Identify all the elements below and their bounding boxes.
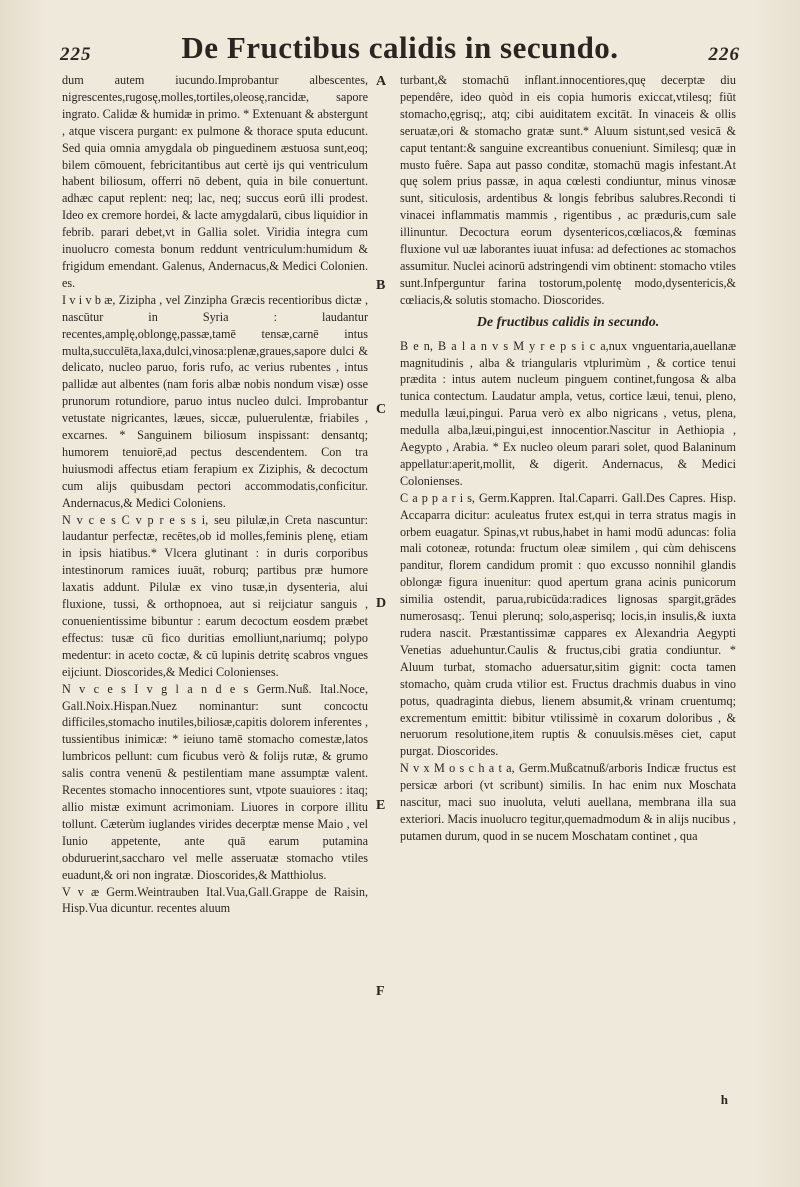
- margin-letter-f: F: [376, 984, 385, 999]
- running-title: De Fructibus calidis in secundo.: [181, 30, 619, 65]
- paragraph-vuae: V v æ Germ.Weintrauben Ital.Vua,Gall.Grappe de Raisin, Hisp.Vua dicuntur. recentes aluum: [62, 884, 368, 916]
- paragraph-nuces-iuglandes: N v c e s I v g l a n d e s Germ.Nuß. Ital.Noce, Gall.Noix.Hispan.Nuez nominantur: sunt concoctu difficiles,stomacho inutiles,biliosæ,capitis dolorem inferentes , tussientibus inimicæ: * ieiuno tamē stomacho comestæ,latos lumbricos pellunt: cum ficubus verò & folijs rutæ, & grumo salis contra venenū & pestilentiam mane assumptæ valent. Recentes stomacho innocentiores sunt, vtpote suauiores : itaq; allio mistæ eximunt acrimoniam. Liuores in corpore illitu tollunt. Cæterùm iuglandes virides decerptæ mense Maio , vel Iunio appetente, ante quā earum putamina obduruerint,saccharo vel melle asseruatæ stomacho vtiles euadunt,& ori non ingratæ. Dioscorides,& Matthiolus.: [62, 681, 368, 882]
- margin-letter-d: D: [376, 596, 387, 611]
- page-number-right: 226: [708, 44, 740, 65]
- paragraph-nux-moschata: N v x M o s c h a t a, Germ.Mußcatnuß/arboris Indicæ fructus est persicæ arbori (vt scribunt) similis. In hac enim nux Moschata nascitur, maci suo inuoluta, veluti auellana, membrana illa sua exteriori. Macis inuolucro tegitur,quemadmodum & in alijs nucibus , putamen durum, quod in se nucem Moschatam continet , qua: [400, 761, 736, 843]
- margin-letter-e: E: [376, 798, 386, 813]
- paragraph-amygdala: dum autem iucundo.Improbantur albescentes, nigrescentes,rugosę,molles,tortiles,oleosę,rancidæ, sapore ingrato. Calidæ & humidæ in primo. * Extenuant & abstergunt , atque viscera purgant: ex pulmone & thorace sputa educunt. Sed quia omnia amygdala ob pinguedinem æstuosa sunt,eoq; bilem cōmouent, febricitantibus aut certè ijs qui ventriculum habent biliosum, offerri nō debent, quia in bile conuertunt. adhæc caput replent: neq; lac, neq; succus eorū illi prodest. Ideo ex cremore hordei, & lacte amygdalarū, cibus liquidior in febrib. parari debet,vt in Gallia solet. Viridia integra cum inuolucro comesta bonum reddunt ventriculum:humidum & frigidum emendant. Galenus, Andernacus,& Medici Colonien. es.: [62, 73, 368, 290]
- margin-letter-b: B: [376, 278, 386, 293]
- page-number-left: 225: [60, 44, 92, 65]
- right-column: [400, 72, 736, 1112]
- paragraph-uvae-cont: turbant,& stomachū inflant.innocentiores,quę decerptæ diu pependêre, ideo quòd in eis copia humoris exiccat,vtilesq; fiūt stomacho,ęgrisq;, atq; cibi auiditatem excitāt. In vinaceis & ollis seruatæ,ori & stomacho gratæ sunt.* Aluum sistunt,sed vesicā & caput tentant:& sanguine excreantibus conueniunt. Similesq; quæ in musto fuêre. Sapa aut passo conditæ, stomachū magis infestant.At quę solem prius passæ, in aqua cœlesti condiuntur, minus vinosæ sunt, siticulosis, ardentibus & longis febribus salubres.Recondi ti vinacei inflammatis mammis , rigentibus , ac præduris,cum sale illinuntur. Decoctura eorum dysentericos,cœliacos,& fœminas fluxione vul uæ laborantes iuuat infusa: ad defectiones ac stomachos assumitur. Nuclei acinorū adstringendi vim obtinent: stomacho vtiles sunt.Infperguntur farina tostorum,polentę modo,dysentericis,& cœliacis,& solutis stomacho. Dioscorides.: [400, 73, 736, 307]
- paragraph-ben: B e n, B a l a n v s M y r e p s i c a,nux vnguentaria,auellanæ magnitudinis , alba & triangularis vtplurimùm , & cortice tenui prædita : intus autem nucleum pinguem continet,fungosa & alba tunica contectum. Laudatur ampla, vetus, cortice læui, tenui, pleno, medulla læui,pingui. Parua verò ex albo nigricans , vetus, plena, medulla alba,læui,pingui,est innocentior.Nascitur in Aethiopia , Aegypto , Arabia. * Ex nucleo oleum parari solet, quod Balaninum appellatur:aperit,mollit, & digerit. Andernacus, & Medici Colonienses.: [400, 338, 736, 488]
- paragraph-nuces-cupressi: N v c e s C v p r e s s i, seu pilulæ,in Creta nascuntur: laudantur perfectæ, recētes,ob id molles,feminis plenę, etiam in ipsis hiatibus.* Vlcera glutinant : in duris corporibus intestinorum ramices iuuāt, roburq; partibus præ humore laxatis addunt. Pilulæ ex vino tusæ,in dysenteria, alui fluxione, tussi, & orthopnoea, aut si reijciatur sanguis , conuenientissime bibuntur : earum decoctum eosdem præbet effectus: tusæ cū fico duritias emolliunt,nariumq; polypo medentur: in aceto coctæ, & cū lupinis detritę scabros vngues eijciunt. Dioscorides,& Medici Colonienses.: [62, 512, 368, 679]
- left-column: [62, 72, 368, 1112]
- margin-letter-c: C: [376, 402, 387, 417]
- section-heading: De fructibus calidis in secundo.: [476, 314, 660, 330]
- paragraph-ziziphus: I v i v b æ, Zizipha , vel Zinzipha Græcis recentioribus dictæ , nascūtur in Syria : laudantur recentes,amplę,oblongę,passæ,tamē tensæ,carnē intus multa,succulēta,laxa,dulci,vinosa:plenæ,graues,sapore dulci & delicato, nucleo paruo, foris rufo, ac verius rubentes , intus pallidæ aut albentes (nam foris albæ nobis nondum visæ) osse prunorum rotundiore, paruo intus nucleo dulci. Improbantur vetustate nigricantes, læues, siccæ, puluerulentæ, friabiles , excarnes. * Sanguinem biliosum inspissant: densantq; humorem tenuiorē,ad pectus descendentem. Con tra huiusmodi affectus etiam ferapium ex Ziziphis, & decoctum cum alijs quibusdam pectori accommodatis,conficitur. Andernacus,& Medici Coloniens.: [62, 292, 368, 510]
- margin-letter-a: A: [376, 74, 387, 89]
- page-header: [60, 30, 740, 76]
- paragraph-capparis: C a p p a r i s, Germ.Kappren. Ital.Caparri. Gall.Des Capres. Hisp. Accaparra dicitur: aculeatus frutex est,qui in terra stratus magis in orbem euagatur. Spinas,vt rubus,habet in hami modū aduncas: folia mali cotoneæ, rotunda: fructum oleæ similem , qui cùm dehiscens panditur, florem candidum promit : quo excusso nonnihil glandis oblongæ figura inuenitur: quod apertum grana acinis punicorum similia ostendit, parua,rubicūda:radices lignosas spargit,grādes numerosasq;. Tenui plerunq; solo,asperisq; locis,in insulis,& iuxta rudera nascit. Præstantissimæ cappares ex Alexandria Aegypti Venetias aduehuntur.Caulis & fructus,cibi gratia condiuntur. * Aluum turbat, stomacho aduersatur,sitim gignit: cocta tamen stomacho, quàm cruda vtilior est. Fructus drachmis duabus in vino potus, quadraginta diebus, lienem absumit,& vrinam cruentumq; excrementum emittit: bibitur vtilissimè in coxarum doloribus , & neruorum resolutione,item ruptis & conuulsis.mēses ciet, caput purgat. Dioscorides.: [400, 490, 736, 759]
- catchword: h: [720, 1092, 728, 1107]
